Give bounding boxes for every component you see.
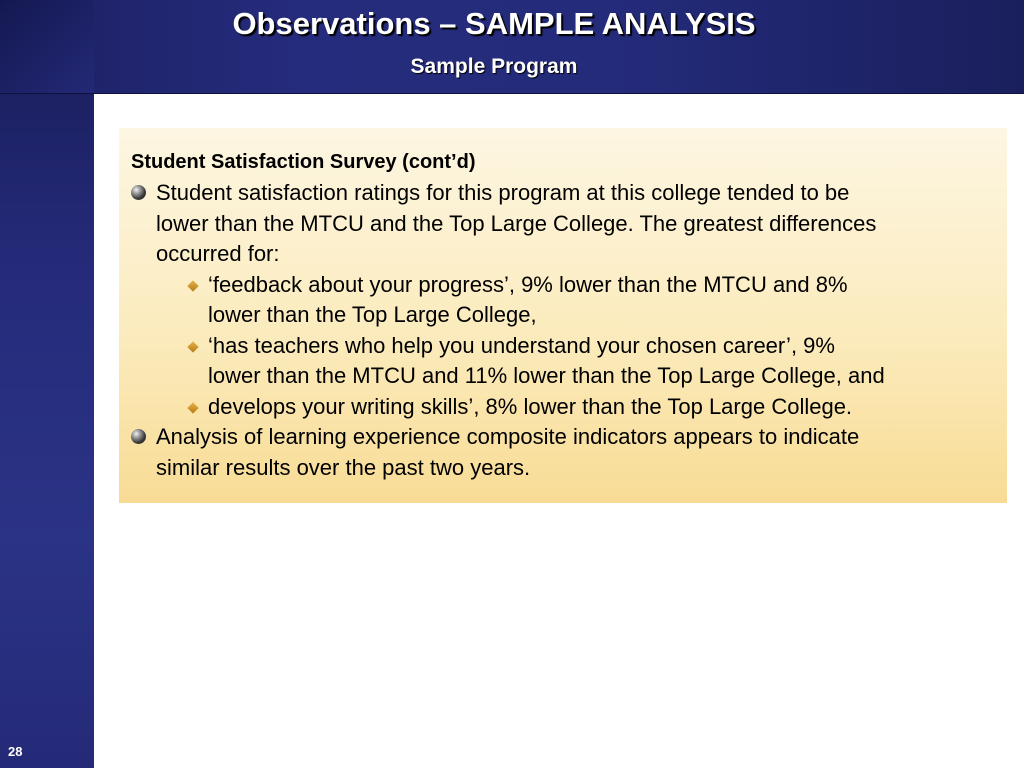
bullet-item — [131, 422, 995, 483]
bullet-line: lower than the MTCU and the Top Large College. The greatest differences — [156, 210, 877, 236]
diamond-bullet-icon — [187, 280, 198, 291]
bullet-line: lower than the Top Large College, — [208, 302, 537, 327]
bullet-line: ‘feedback about your progress’, 9% lower than the MTCU and 8% — [208, 271, 848, 297]
slide-title: Observations – SAMPLE ANALYSIS — [232, 6, 756, 41]
page-number: 28 — [8, 744, 23, 759]
diamond-bullet-icon — [187, 402, 198, 413]
bullet-line: develops your writing skills’, 8% lower than the Top Large College. — [208, 393, 853, 419]
sub-bullet-item — [131, 270, 995, 331]
bullet-line: lower than the MTCU and 11% lower than the Top Large College, and — [208, 363, 885, 388]
diamond-bullet-icon — [187, 341, 198, 352]
sphere-bullet-icon — [131, 429, 146, 444]
section-heading: Student Satisfaction Survey (cont’d) — [131, 151, 476, 173]
sub-bullet-item — [131, 392, 995, 423]
sub-bullet-item — [131, 331, 995, 392]
bullet-line: occurred for: — [156, 241, 280, 266]
slide-subtitle: Sample Program — [410, 55, 578, 78]
bullet-line: ‘has teachers who help you understand your chosen career’, 9% — [208, 332, 835, 358]
bullet-item — [131, 178, 995, 270]
left-frame-bar — [0, 0, 94, 768]
bullet-line: Analysis of learning experience composite indicators appears to indicate — [156, 424, 860, 449]
content-box — [119, 128, 1007, 503]
sphere-bullet-icon — [131, 185, 146, 200]
bullet-line: similar results over the past two years. — [156, 454, 531, 480]
bullet-line: Student satisfaction ratings for this program at this college tended to be — [156, 180, 850, 205]
